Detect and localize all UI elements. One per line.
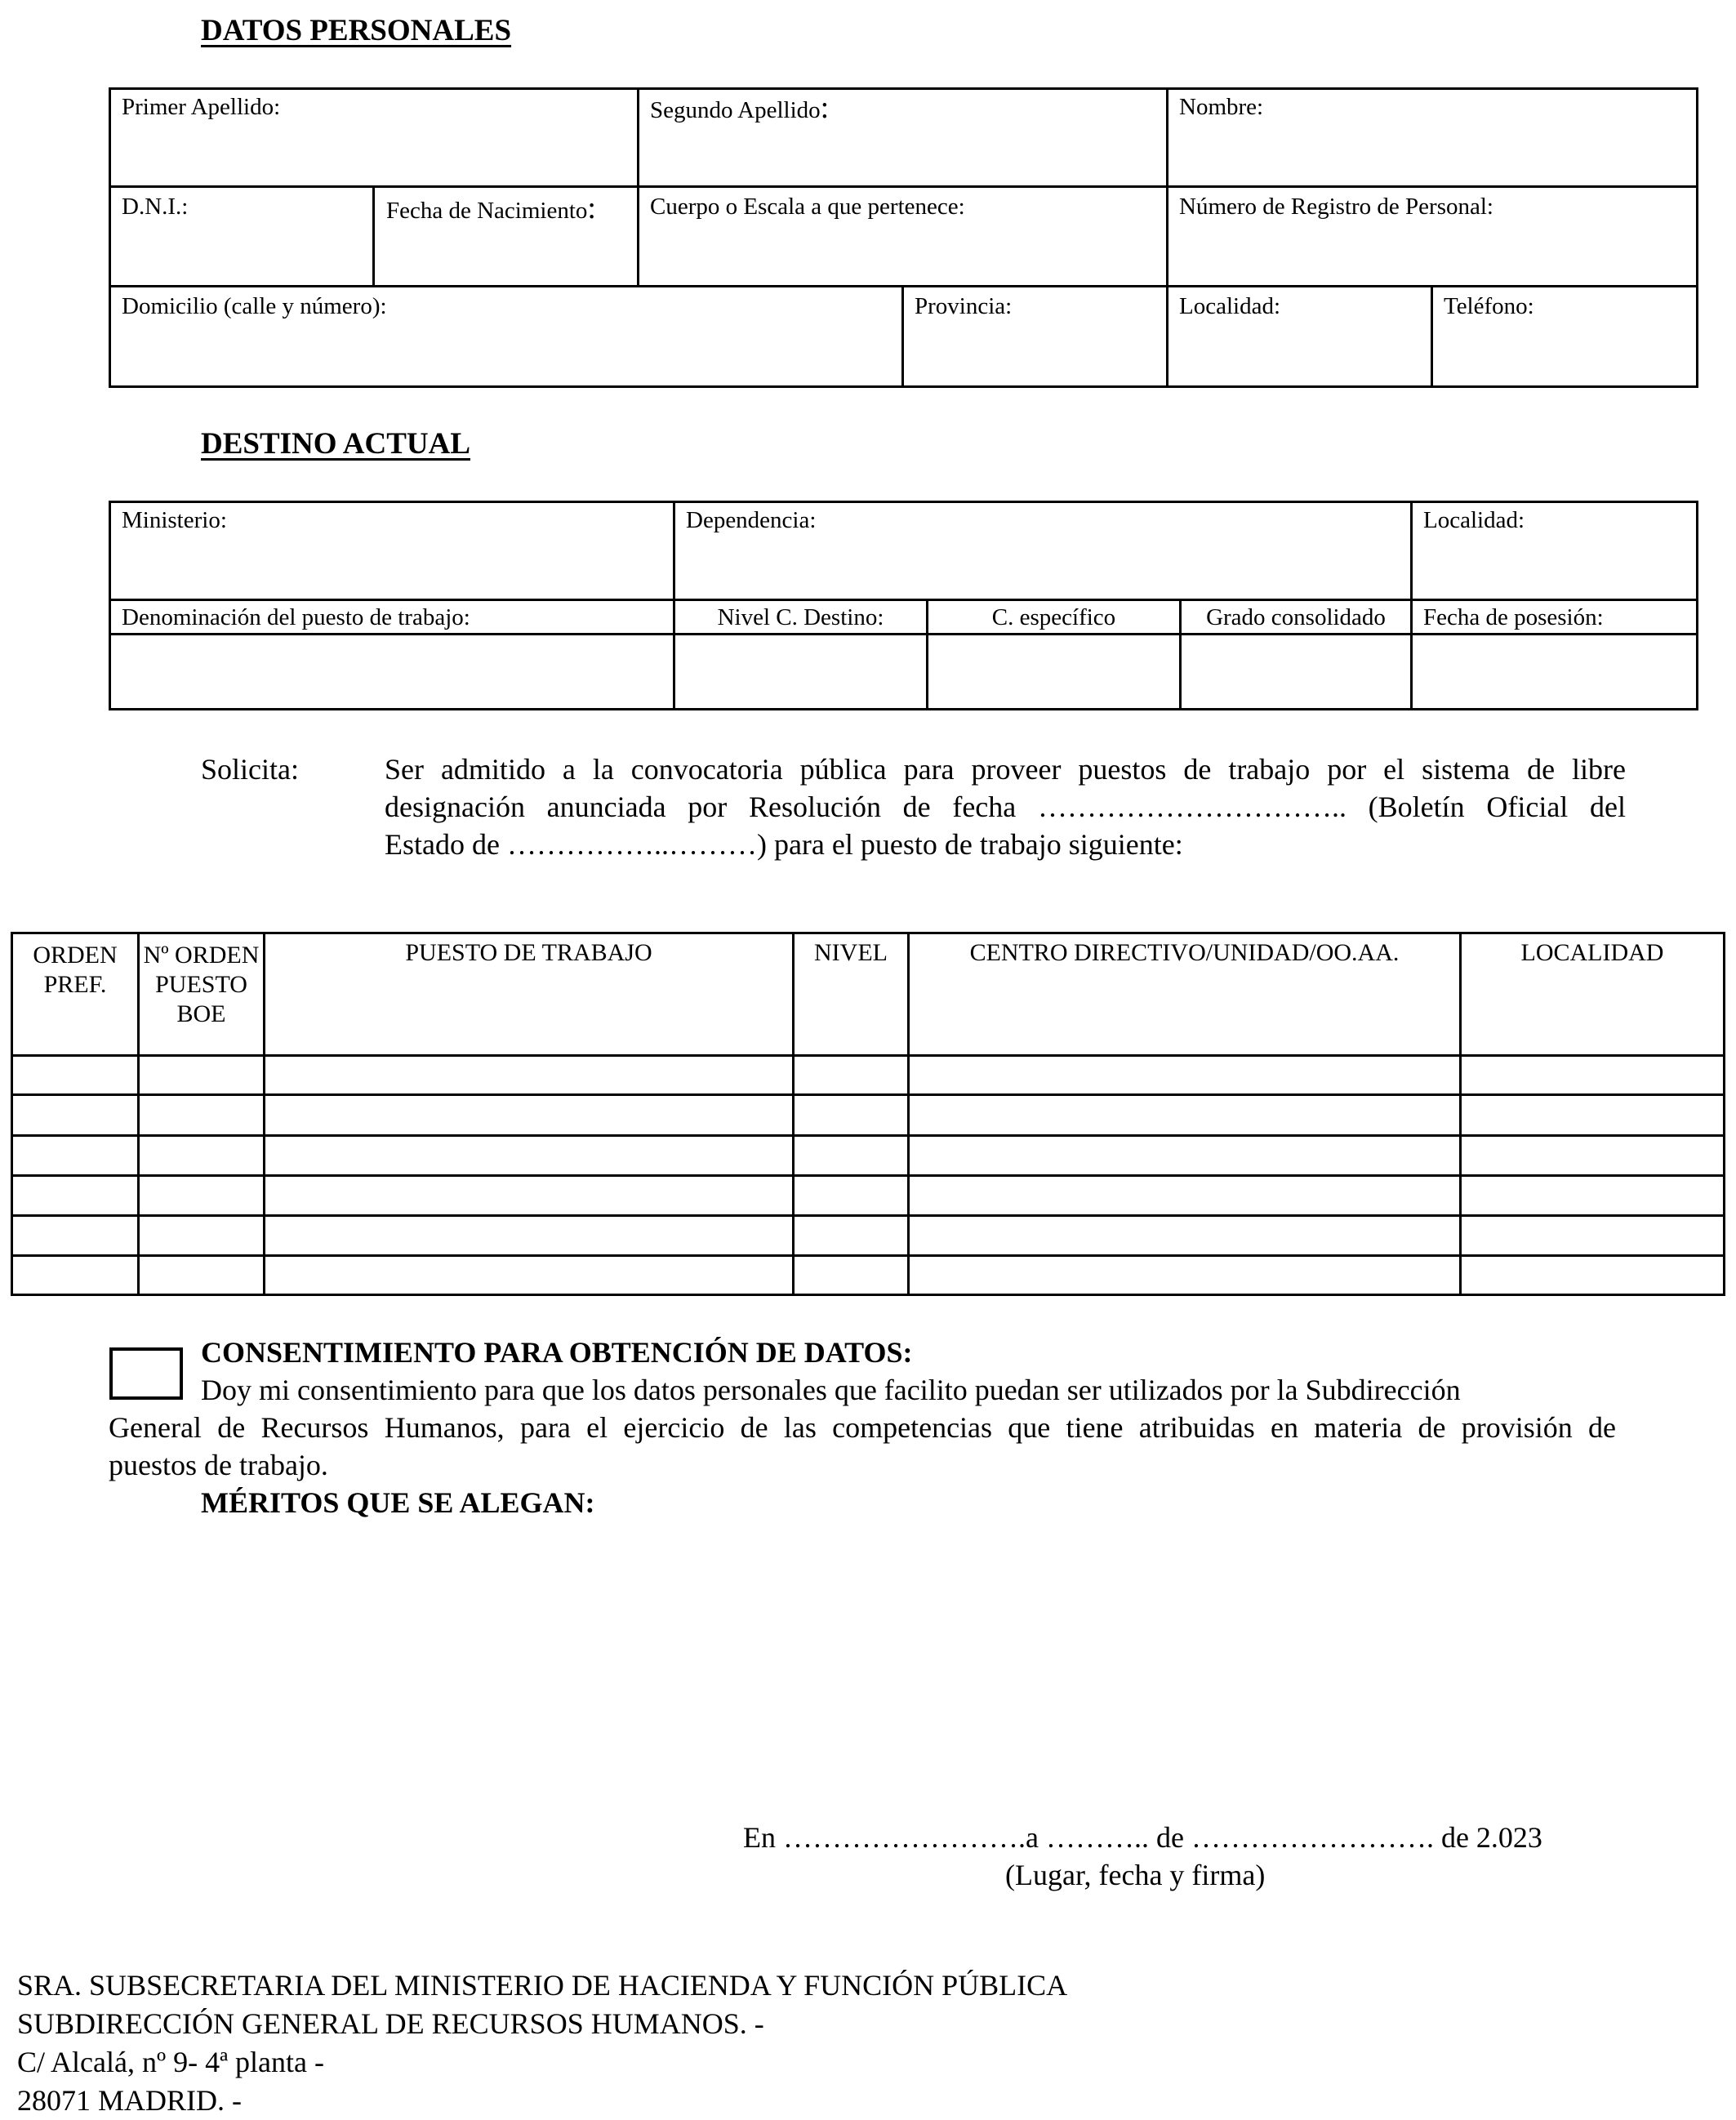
col-divider xyxy=(1410,501,1413,710)
field-grado-consolidado[interactable]: Grado consolidado xyxy=(1206,604,1386,630)
colon-mark: : xyxy=(587,191,596,225)
destinatario-line: SRA. SUBSECRETARIA DEL MINISTERIO DE HACIENDA Y FUNCIÓN PÚBLICA xyxy=(17,1969,1068,2002)
consentimiento-line: Doy mi consentimiento para que los datos personales que facilito puedan ser utilizados por la Subdirección xyxy=(201,1374,1461,1406)
table-row[interactable] xyxy=(13,1096,1723,1134)
firma-line: En …………………….a ……….. de ……………………. de 2.023 xyxy=(743,1821,1542,1854)
col-divider xyxy=(372,187,375,287)
meritos-heading: MÉRITOS QUE SE ALEGAN: xyxy=(201,1486,595,1519)
col-header-centro-directivo: CENTRO DIRECTIVO/UNIDAD/OO.AA. xyxy=(969,939,1400,966)
row-divider xyxy=(109,633,1698,635)
col-divider xyxy=(637,187,639,287)
destinatario-line: SUBDIRECCIÓN GENERAL DE RECURSOS HUMANOS. - xyxy=(17,2007,764,2040)
solicita-label: Solicita: xyxy=(201,753,299,786)
col-divider xyxy=(901,287,904,388)
consentimiento-heading: CONSENTIMIENTO PARA OBTENCIÓN DE DATOS: xyxy=(201,1336,913,1369)
table-row[interactable] xyxy=(13,1057,1723,1093)
field-cuerpo-escala[interactable]: Cuerpo o Escala a que pertenece: xyxy=(650,194,965,220)
field-segundo-apellido[interactable] xyxy=(650,91,830,125)
field-denominacion[interactable]: Denominación del puesto de trabajo: xyxy=(122,604,470,630)
table-row[interactable] xyxy=(13,1257,1723,1294)
field-nrp[interactable]: Número de Registro de Personal: xyxy=(1179,194,1493,220)
field-telefono[interactable]: Teléfono: xyxy=(1444,293,1534,319)
field-fecha-nacimiento[interactable] xyxy=(386,191,596,225)
field-localidad[interactable]: Localidad: xyxy=(1179,293,1281,319)
row-divider xyxy=(109,185,1698,188)
destinatario-line: 28071 MADRID. - xyxy=(17,2084,242,2117)
datos-personales-heading: DATOS PERSONALES xyxy=(201,14,512,47)
consent-checkbox[interactable] xyxy=(109,1347,183,1400)
solicita-line: Estado de ……………..………) para el puesto de trabajo siguiente: xyxy=(385,828,1183,861)
col-header-orden-pref: ORDEN PREF. xyxy=(33,942,118,998)
field-domicilio[interactable]: Domicilio (calle y número): xyxy=(122,293,387,319)
col-divider xyxy=(637,87,639,187)
field-ministerio[interactable]: Ministerio: xyxy=(122,507,227,533)
consentimiento-line: puestos de trabajo. xyxy=(109,1449,328,1481)
field-complemento-especifico[interactable]: C. específico xyxy=(991,604,1116,630)
field-label: Fecha de Nacimiento xyxy=(386,198,588,224)
field-localidad-destino[interactable]: Localidad: xyxy=(1423,507,1525,533)
col-header-nivel: NIVEL xyxy=(814,939,888,966)
destinatario-line: C/ Alcalá, nº 9- 4ª planta - xyxy=(17,2046,324,2078)
table-row[interactable] xyxy=(13,1217,1723,1254)
field-dependencia[interactable]: Dependencia: xyxy=(686,507,817,533)
table-row[interactable] xyxy=(13,1177,1723,1214)
field-fecha-posesion[interactable]: Fecha de posesión: xyxy=(1423,604,1604,630)
row-divider xyxy=(109,599,1698,601)
firma-caption: (Lugar, fecha y firma) xyxy=(1005,1859,1266,1891)
col-divider xyxy=(1166,87,1168,388)
col-header-orden-puesto-boe: Nº ORDEN PUESTO BOE xyxy=(143,942,260,1027)
destino-actual-heading: DESTINO ACTUAL xyxy=(201,427,471,461)
field-primer-apellido[interactable]: Primer Apellido: xyxy=(122,94,281,120)
field-dni[interactable]: D.N.I.: xyxy=(122,194,189,220)
col-header-puesto-trabajo: PUESTO DE TRABAJO xyxy=(405,939,652,966)
solicita-text xyxy=(385,750,1626,863)
field-provincia[interactable]: Provincia: xyxy=(915,293,1013,319)
meritos-area[interactable] xyxy=(109,1527,1627,1797)
field-label: Segundo Apellido xyxy=(650,97,821,123)
solicita-line: designación anunciada por Resolución de fecha ………………………….. (Boletín Oficial del xyxy=(385,791,1626,823)
col-divider xyxy=(1431,287,1433,388)
col-header-localidad: LOCALIDAD xyxy=(1520,939,1664,966)
solicita-line: Ser admitido a la convocatoria pública para proveer puestos de trabajo por el sistema de libre xyxy=(385,753,1626,786)
consentimiento-line: General de Recursos Humanos, para el ejercicio de las competencias que tiene atribuidas en materia de provisión de xyxy=(109,1411,1616,1444)
field-nivel-destino[interactable]: Nivel C. Destino: xyxy=(717,604,884,630)
colon-mark: : xyxy=(820,91,830,125)
field-nombre[interactable]: Nombre: xyxy=(1179,94,1264,120)
table-row[interactable] xyxy=(13,1137,1723,1174)
